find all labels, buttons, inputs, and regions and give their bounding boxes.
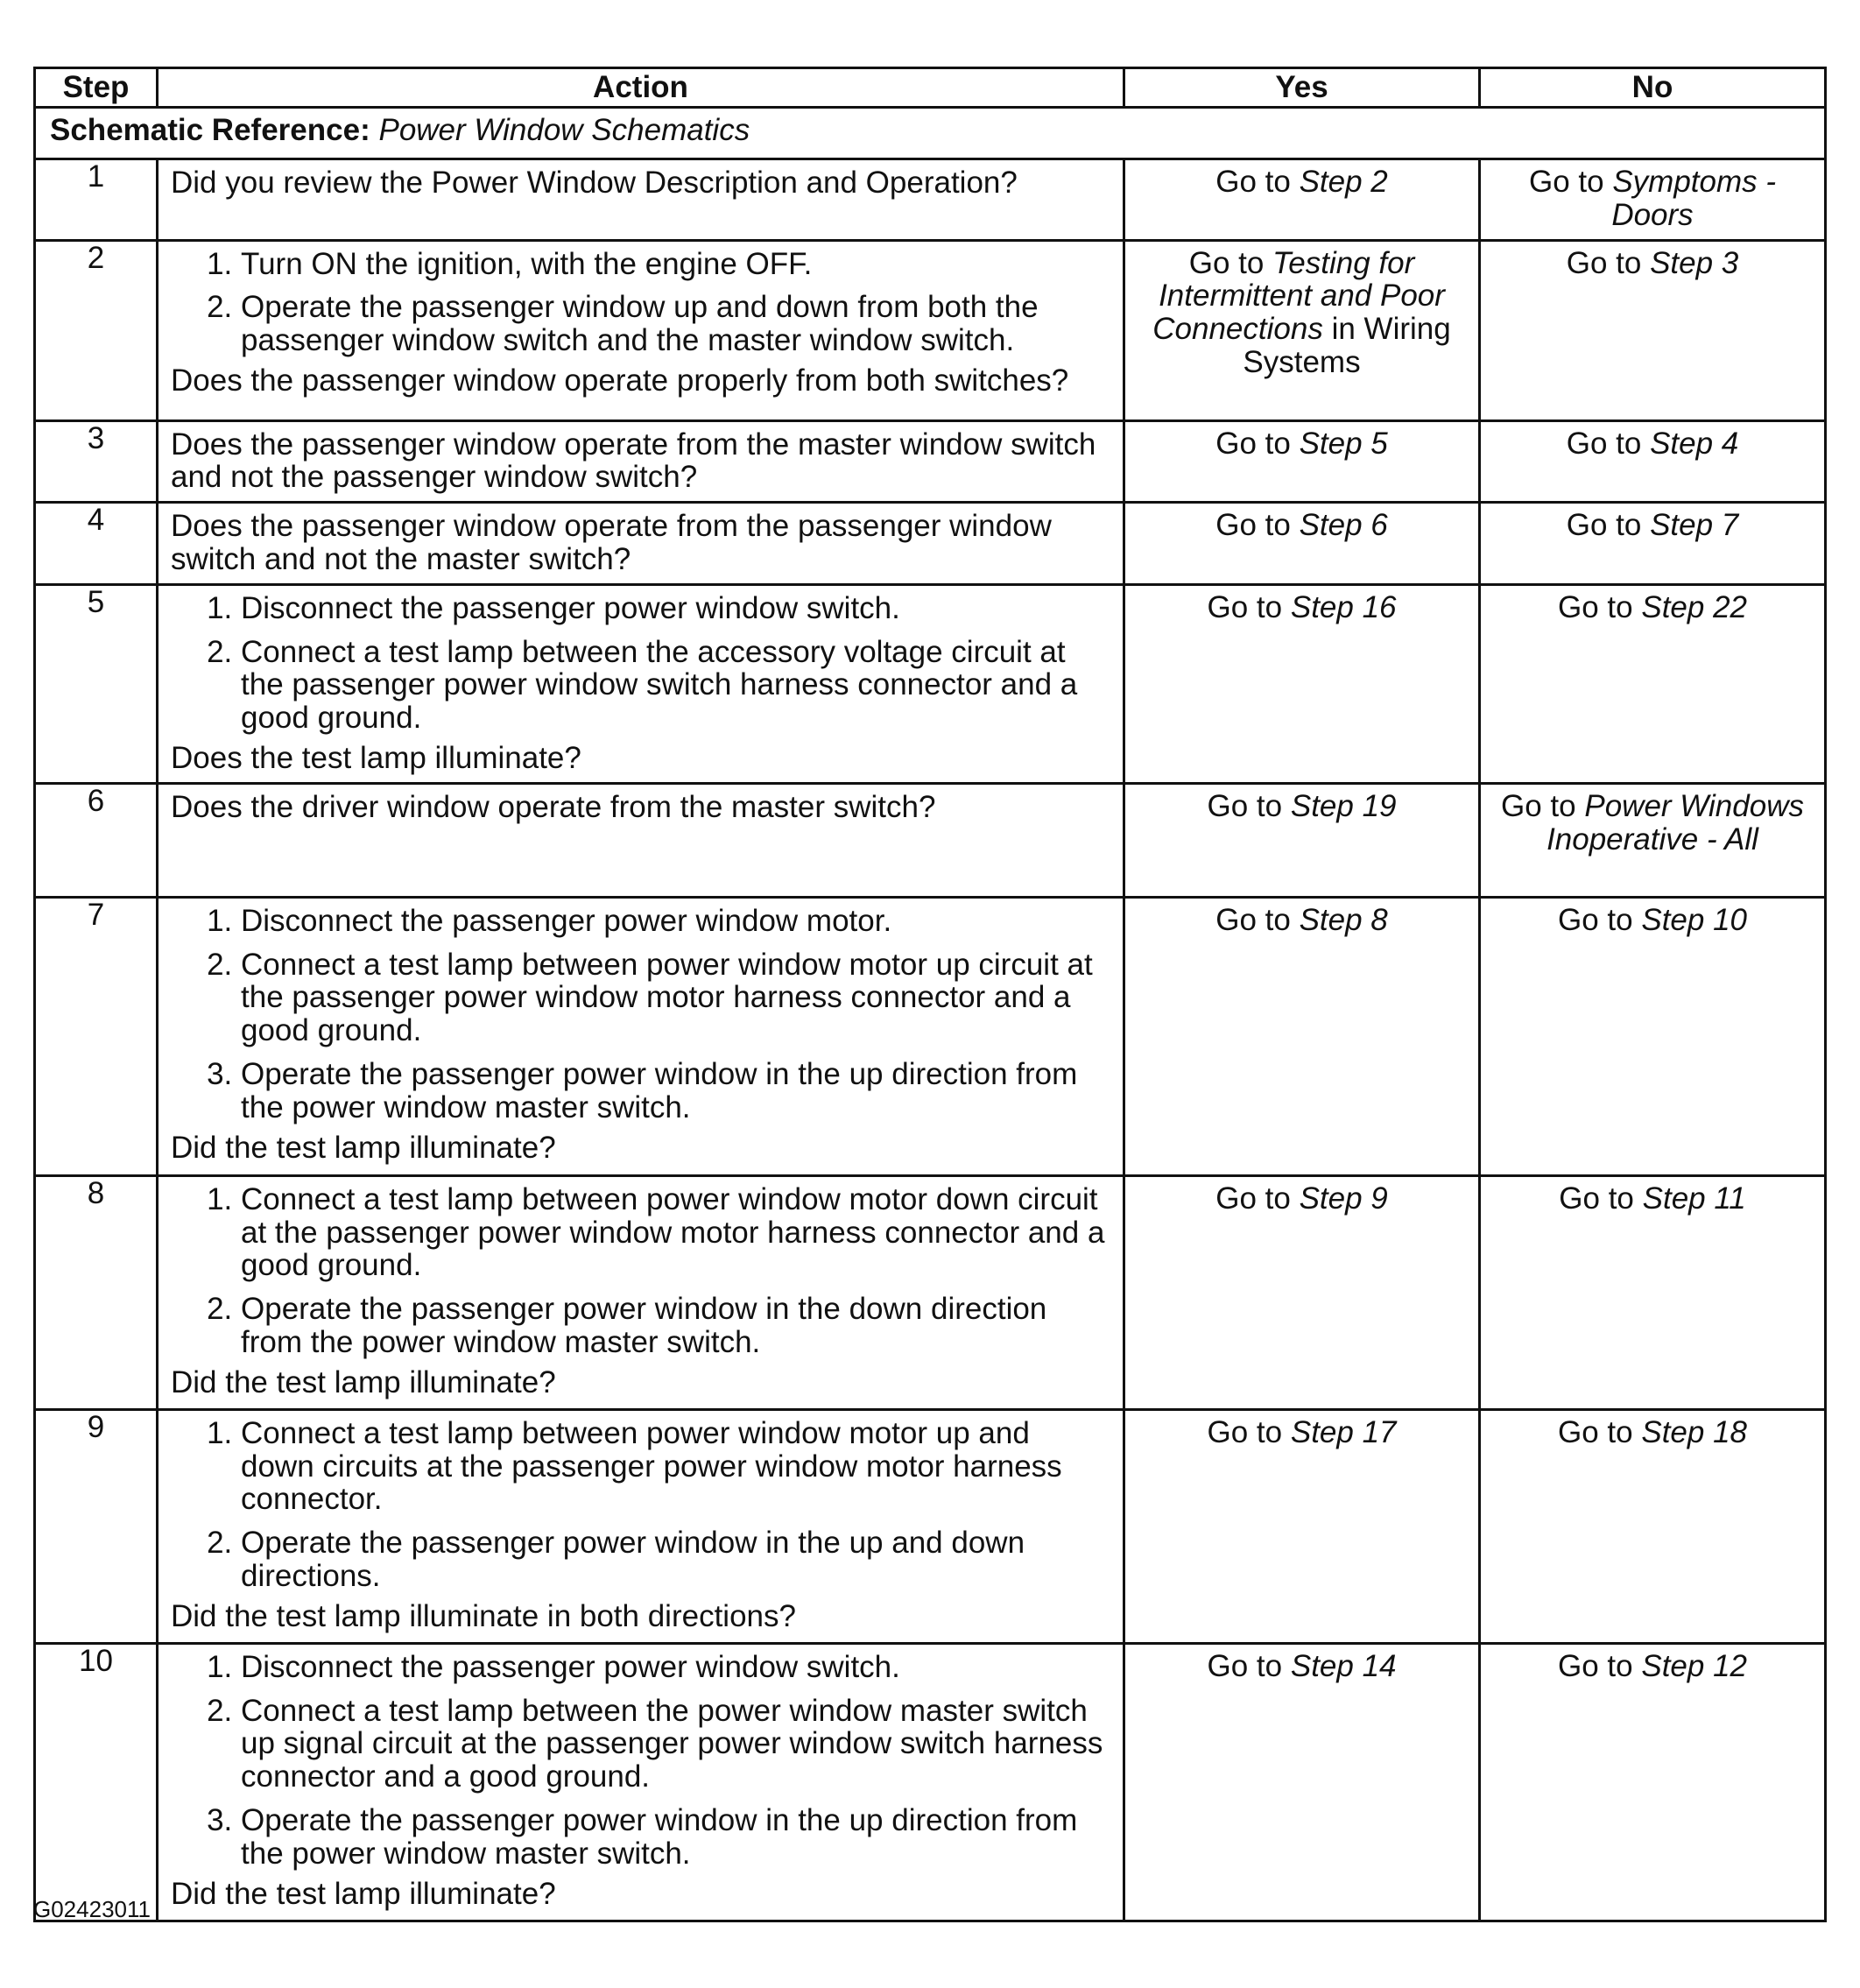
substep-list [171,1183,1110,1359]
substep-item: 3. Operate the passenger power window in the up direction from the power window master switch. [241,1058,1110,1124]
question-text: Did you review the Power Window Description and Operation? [171,166,1018,200]
no-cell [1480,1643,1826,1921]
table-row [35,159,1826,241]
step-number: 3 [35,420,158,503]
substep-item: 3. Operate the passenger power window in the up direction from the power window master switch. [241,1804,1110,1871]
go-to-text: Go to [1207,788,1283,823]
yes-step-link[interactable]: Step 16 [1290,589,1397,624]
step-number: 6 [35,783,158,897]
substep-item: 2. Connect a test lamp between the accessory voltage circuit at the passenger power window switch harness connector and a good ground. [241,636,1110,735]
yes-cell [1124,503,1480,585]
no-cell [1480,584,1826,783]
table-row [35,783,1826,897]
substep-list [171,1651,1110,1871]
schematic-reference [35,108,1826,159]
no-cell [1480,240,1826,420]
no-step-link[interactable]: Step 22 [1641,589,1747,624]
go-to-text: Go to [1215,508,1291,543]
yes-step-link[interactable]: Step 14 [1290,1648,1397,1683]
step-number: 9 [35,1409,158,1643]
header-step: Step [35,68,158,108]
yes-cell [1124,159,1480,241]
no-step-link[interactable]: Step 18 [1641,1414,1747,1449]
table-row [35,897,1826,1175]
question-text: Does the passenger window operate properly from both switches? [171,363,1069,398]
go-to-text: Go to [1207,589,1283,624]
table-row [35,1175,1826,1409]
question-text: Does the test lamp illuminate? [171,740,581,775]
action-cell [158,159,1124,241]
go-to-text: Go to [1215,165,1291,199]
yes-cell [1124,1409,1480,1643]
action-cell [158,1175,1124,1409]
no-step-link[interactable]: Step 4 [1650,426,1739,461]
substep-list [171,592,1110,735]
substep-list [171,1417,1110,1593]
diagnostic-table [33,67,1827,1922]
substep-item: 1. Turn ON the ignition, with the engine OFF. [241,248,1110,281]
go-to-text: Go to [1558,902,1633,937]
table-row [35,1643,1826,1921]
table-row [35,584,1826,783]
go-to-text: Go to [1528,165,1604,199]
no-cell [1480,503,1826,585]
go-to-text: Go to [1566,245,1642,280]
yes-cell [1124,783,1480,897]
table-row [35,240,1826,420]
substep-item: 2. Operate the passenger power window in the up and down directions. [241,1526,1110,1593]
no-step-link[interactable]: Step 3 [1650,245,1739,280]
step-number: 4 [35,503,158,585]
yes-step-link[interactable]: Step 9 [1299,1181,1388,1216]
yes-cell [1124,1643,1480,1921]
substep-item: 1. Disconnect the passenger power window switch. [241,1651,1110,1684]
schematic-row [35,108,1826,159]
no-cell [1480,420,1826,503]
question-text: Does the passenger window operate from the passenger window switch and not the master switch? [171,509,1052,576]
action-cell [158,420,1124,503]
substep-item: 2. Connect a test lamp between the power window master switch up signal circuit at the passenger power window switch harness connector and a good ground. [241,1695,1110,1794]
go-to-text: Go to [1501,788,1576,823]
yes-step-link[interactable]: Testing for Intermittent and Poor Connections [1152,245,1445,347]
no-cell [1480,897,1826,1175]
yes-step-link[interactable]: Step 6 [1299,508,1388,543]
no-step-link[interactable]: Step 12 [1641,1648,1747,1683]
go-to-text: Go to [1566,426,1642,461]
step-number: 2 [35,240,158,420]
substep-item: 2. Connect a test lamp between power window motor up circuit at the passenger power window motor harness connector and a good ground. [241,948,1110,1047]
no-step-link[interactable]: Power Windows Inoperative - All [1546,788,1804,857]
go-to-text: Go to [1207,1648,1283,1683]
substep-list [171,248,1110,357]
no-step-link[interactable]: Step 7 [1650,508,1739,543]
step-number: 8 [35,1175,158,1409]
action-cell [158,503,1124,585]
header-action: Action [158,68,1124,108]
header-no: No [1480,68,1826,108]
header-row [35,68,1826,108]
step-number: 10 [35,1643,158,1921]
step-number: 7 [35,897,158,1175]
no-step-link[interactable]: Symptoms - Doors [1611,165,1777,232]
go-to-text: Go to [1566,508,1642,543]
no-step-link[interactable]: Step 10 [1641,902,1747,937]
go-to-text: Go to [1207,1414,1283,1449]
action-cell [158,1409,1124,1643]
yes-step-link[interactable]: Step 5 [1299,426,1388,461]
substep-item: 1. Disconnect the passenger power window motor. [241,905,1110,938]
question-text: Did the test lamp illuminate? [171,1130,556,1165]
table-row [35,420,1826,503]
step-number: 1 [35,159,158,241]
yes-cell [1124,897,1480,1175]
header-yes: Yes [1124,68,1480,108]
no-cell [1480,1175,1826,1409]
yes-step-link[interactable]: Step 2 [1299,165,1388,199]
go-to-text: Go to [1188,245,1265,280]
schematic-label: Schematic Reference: [50,113,370,147]
yes-suffix: Wiring Systems [1243,312,1451,379]
substep-item: 2. Operate the passenger power window in the down direction from the power window master switch. [241,1293,1110,1359]
substep-item: 1. Disconnect the passenger power window switch. [241,592,1110,625]
schematic-link[interactable]: Power Window Schematics [378,113,750,147]
question-text: Did the test lamp illuminate? [171,1876,556,1911]
yes-cell [1124,420,1480,503]
table-row [35,503,1826,585]
go-to-text: Go to [1558,1414,1633,1449]
figure-code: G02423011 [33,1896,151,1922]
yes-cell [1124,1175,1480,1409]
question-text: Did the test lamp illuminate in both directions? [171,1598,796,1633]
question-text: Did the test lamp illuminate? [171,1364,556,1399]
yes-step-link[interactable]: Step 17 [1290,1414,1397,1449]
substep-item: 1. Connect a test lamp between power window motor down circuit at the passenger power window motor harness connector and a good ground. [241,1183,1110,1282]
no-cell [1480,783,1826,897]
yes-step-link[interactable]: Step 19 [1290,788,1397,823]
substep-list [171,905,1110,1124]
no-cell [1480,1409,1826,1643]
no-step-link[interactable]: Step 11 [1642,1181,1746,1216]
yes-step-link[interactable]: Step 8 [1299,902,1388,937]
no-cell [1480,159,1826,241]
substep-item: 1. Connect a test lamp between power window motor up and down circuits at the passenger power window motor harness connector. [241,1417,1110,1516]
substep-item: 2. Operate the passenger window up and down from both the passenger window switch and the master window switch. [241,291,1110,357]
action-cell [158,897,1124,1175]
yes-cell [1124,240,1480,420]
go-to-text: Go to [1558,589,1633,624]
action-cell [158,783,1124,897]
in-text: in [1331,312,1356,347]
go-to-text: Go to [1558,1648,1633,1683]
go-to-text: Go to [1559,1181,1634,1216]
go-to-text: Go to [1215,1181,1291,1216]
table-row [35,1409,1826,1643]
yes-cell [1124,584,1480,783]
question-text: Does the passenger window operate from the master window switch and not the passenger window switch? [171,427,1096,495]
action-cell [158,584,1124,783]
question-text: Does the driver window operate from the master switch? [171,789,936,824]
go-to-text: Go to [1215,902,1291,937]
action-cell [158,240,1124,420]
step-number: 5 [35,584,158,783]
action-cell [158,1643,1124,1921]
go-to-text: Go to [1215,426,1291,461]
